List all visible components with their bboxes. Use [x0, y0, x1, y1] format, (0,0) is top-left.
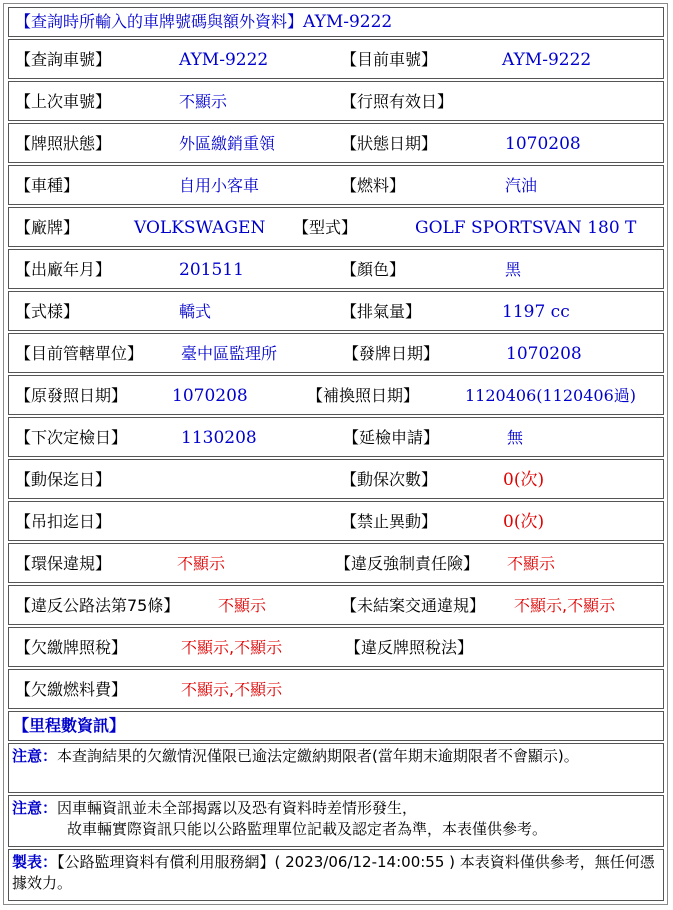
value-vehicle-type: 自用小客車: [179, 176, 260, 195]
label-displacement: 【排氣量】: [341, 302, 422, 321]
row-jurisdiction: [8, 333, 664, 373]
label-traffic-violation: 【未結案交通違規】: [341, 596, 486, 615]
label-brand: 【廠牌】: [15, 218, 80, 237]
label-reissue-date: 【補換照日期】: [307, 386, 420, 405]
value-traffic-violation: 不顯示,不顯示: [514, 596, 616, 615]
row-body-style: [8, 291, 664, 331]
value-reissue-date: 1120406(1120406過): [465, 386, 637, 405]
value-chattel-count: 0(次): [503, 470, 545, 490]
value-fuel-fee: 不顯示,不顯示: [181, 680, 283, 699]
label-original-issue: 【原發照日期】: [15, 386, 128, 405]
label-next-inspection: 【下次定檢日】: [15, 428, 128, 447]
note2-label: 注意：: [12, 799, 58, 817]
note-disclaimer: [8, 795, 664, 847]
row-brand: [8, 207, 664, 247]
value-environmental: 不顯示: [177, 554, 226, 573]
value-query-plate: AYM-9222: [179, 50, 269, 70]
report-header: [8, 7, 664, 37]
value-color: 黑: [505, 260, 522, 279]
note1-text: 本查詢結果的欠繳情況僅限已逾法定繳納期限者(當年期末逾期限者不會顯示)。: [57, 747, 579, 765]
row-highway-law: [8, 585, 664, 625]
label-license-tax-law: 【違反牌照稅法】: [345, 638, 474, 657]
value-current-plate: AYM-9222: [502, 50, 592, 70]
value-fuel: 汽油: [505, 176, 538, 195]
row-chattel-expiry: [8, 459, 664, 499]
label-license-valid: 【行照有效日】: [341, 92, 454, 111]
note-overdue: [8, 743, 664, 793]
value-displacement: 1197 cc: [502, 302, 570, 322]
value-previous-plate: 不顯示: [179, 92, 228, 111]
value-plate-status: 外區繳銷重領: [179, 134, 276, 153]
value-highway-law: 不顯示: [218, 596, 267, 615]
label-suspension-expiry: 【吊扣迄日】: [15, 512, 112, 531]
row-suspension-expiry: [8, 501, 664, 541]
label-jurisdiction: 【目前管轄單位】: [15, 344, 144, 363]
label-highway-law: 【違反公路法第75條】: [15, 596, 180, 615]
label-plate-status: 【牌照狀態】: [15, 134, 112, 153]
value-next-inspection: 1130208: [181, 428, 257, 448]
note2-line1: 因車輛資訊並未全部揭露以及恐有資料時差情形發生，: [57, 799, 418, 817]
label-current-plate: 【目前車號】: [341, 50, 438, 69]
label-status-date: 【狀態日期】: [341, 134, 438, 153]
mileage-label: 【里程數資訊】: [13, 716, 126, 735]
value-status-date: 1070208: [505, 134, 581, 154]
label-model: 【型式】: [293, 218, 358, 237]
row-next-inspection: [8, 417, 664, 457]
row-original-issue: [8, 375, 664, 415]
note1-label: 注意：: [12, 747, 58, 765]
label-color: 【顏色】: [341, 260, 406, 279]
row-previous-plate: [8, 81, 664, 121]
value-transfer-ban: 0(次): [503, 512, 545, 532]
value-issue-date: 1070208: [506, 344, 582, 364]
note2-line2: 故車輛實際資訊只能以公路監理單位記載及認定者為準，本表僅供參考。: [67, 820, 548, 838]
maker-label: 製表：: [12, 853, 58, 871]
row-mileage: [8, 711, 664, 741]
value-extension: 無: [507, 428, 524, 447]
label-extension: 【延檢申請】: [343, 428, 440, 447]
row-plate-status: [8, 123, 664, 163]
note-maker: [8, 849, 664, 901]
label-body-style: 【式樣】: [15, 302, 80, 321]
value-manufacture-date: 201511: [179, 260, 244, 280]
maker-text: 【公路監理資料有償利用服務網】( 2023/06/12-14:00:55 ) 本表資料僅供參考，無任何憑據效力。: [12, 853, 655, 892]
row-vehicle-type: [8, 165, 664, 205]
label-chattel-expiry: 【動保迄日】: [15, 470, 112, 489]
value-insurance-violation: 不顯示: [507, 554, 556, 573]
value-brand: VOLKSWAGEN: [134, 218, 266, 238]
row-environmental: [8, 543, 664, 583]
label-transfer-ban: 【禁止異動】: [341, 512, 438, 531]
row-manufacture-date: [8, 249, 664, 289]
row-query-plate: [8, 39, 664, 79]
label-vehicle-type: 【車種】: [15, 176, 80, 195]
label-issue-date: 【發牌日期】: [343, 344, 440, 363]
header-plate: AYM-9222: [303, 12, 393, 32]
value-jurisdiction: 臺中區監理所: [181, 344, 278, 363]
label-fuel-fee: 【欠繳燃料費】: [15, 680, 128, 699]
label-chattel-count: 【動保次數】: [341, 470, 438, 489]
label-previous-plate: 【上次車號】: [15, 92, 112, 111]
label-environmental: 【環保違規】: [15, 554, 112, 573]
row-license-tax: [8, 627, 664, 667]
label-fuel: 【燃料】: [341, 176, 406, 195]
label-query-plate: 【查詢車號】: [15, 50, 112, 69]
value-license-tax: 不顯示,不顯示: [181, 638, 283, 657]
label-license-tax: 【欠繳牌照稅】: [15, 638, 128, 657]
value-body-style: 轎式: [179, 302, 212, 321]
value-original-issue: 1070208: [172, 386, 248, 406]
label-manufacture-date: 【出廠年月】: [15, 260, 112, 279]
label-insurance-violation: 【違反強制責任險】: [335, 554, 480, 573]
value-model: GOLF SPORTSVAN 180 T: [415, 218, 637, 238]
row-fuel-fee: [8, 669, 664, 709]
header-label: 【查詢時所輸入的車牌號碼與額外資料】: [15, 12, 304, 31]
